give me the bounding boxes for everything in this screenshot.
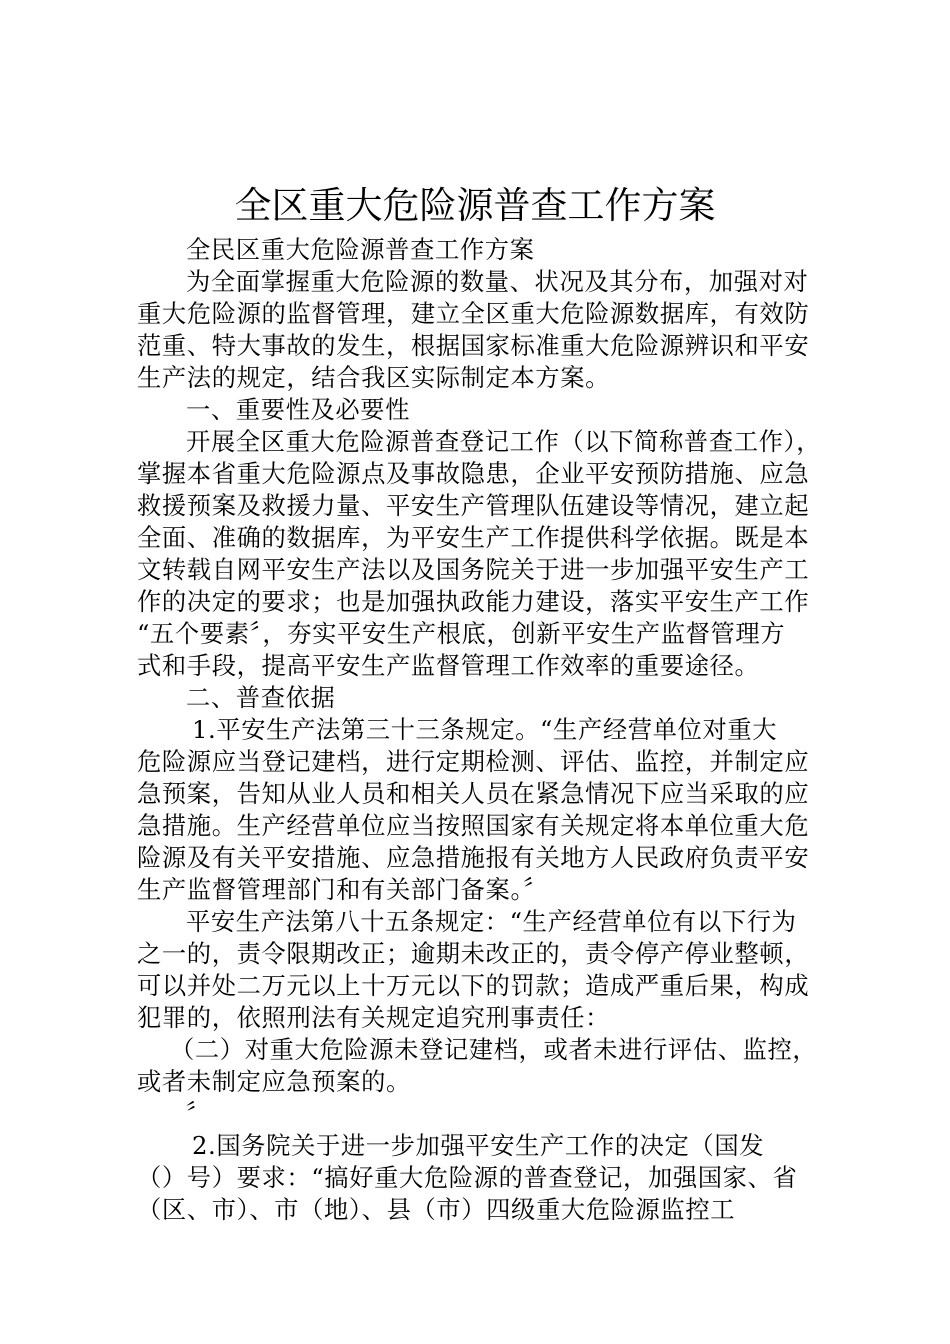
section-heading: 一、重要性及必要性: [186, 395, 411, 424]
text-line: “五个要素〞，夯实平安生产根底，创新平安生产监督管理方: [137, 619, 786, 648]
text-line: 平安生产法第八十五条规定：“生产经营单位有以下行为: [186, 907, 797, 936]
section-heading: 二、普查依据: [186, 683, 336, 712]
text-line: （区、市）、市（地）、县（市）四级重大危险源监控工: [137, 1195, 736, 1224]
text-line: （二）对重大危险源未登记建档，或者未进行评估、监控，: [170, 1035, 818, 1064]
text-line: 生产法的规定，结合我区实际制定本方案。: [137, 363, 611, 392]
text-line: 式和手段，提高平安生产监督管理工作效率的重要途径。: [137, 651, 760, 680]
text-line: 1.平安生产法第三十三条规定。“生产经营单位对重大: [192, 715, 778, 744]
text-line: 作的决定的要求；也是加强执政能力建设，落实平安生产工作: [137, 587, 810, 616]
text-line: 危险源应当登记建档，进行定期检测、评估、监控，并制定应: [137, 747, 810, 776]
text-line: （）号）要求：“搞好重大危险源的普查登记，加强国家、省: [137, 1163, 798, 1192]
text-line: 或者未制定应急预案的。: [137, 1067, 411, 1096]
text-line: 文转载自网平安生产法以及国务院关于进一步加强平安生产工: [137, 555, 810, 584]
text-line: 〞: [186, 1099, 211, 1128]
document-title: 全区重大危险源普查工作方案: [234, 184, 716, 227]
text-line: 为全面掌握重大危险源的数量、状况及其分布，加强对对: [186, 267, 809, 296]
text-line: 全面、准确的数据库，为平安生产工作提供科学依据。既是本: [137, 523, 810, 552]
text-line: 急措施。生产经营单位应当按照国家有关规定将本单位重大危: [137, 811, 810, 840]
text-line: 之一的，责令限期改正；逾期未改正的，责令停产停业整顿，: [137, 939, 810, 968]
text-line: 急预案，告知从业人员和相关人员在紧急情况下应当采取的应: [137, 779, 810, 808]
text-line: 可以并处二万元以上十万元以下的罚款；造成严重后果，构成: [137, 971, 810, 1000]
text-line: 掌握本省重大危险源点及事故隐患，企业平安预防措施、应急: [137, 459, 810, 488]
text-line: 范重、特大事故的发生，根据国家标准重大危险源辨识和平安: [137, 331, 810, 360]
subtitle-line: 全民区重大危险源普查工作方案: [186, 235, 535, 264]
text-line: 生产监督管理部门和有关部门备案。〞: [137, 875, 549, 904]
text-line: 2.国务院关于进一步加强平安生产工作的决定（国发: [192, 1131, 765, 1160]
text-line: 救援预案及救援力量、平安生产管理队伍建设等情况，建立起: [137, 491, 810, 520]
text-line: 险源及有关平安措施、应急措施报有关地方人民政府负责平安: [137, 843, 810, 872]
text-line: 重大危险源的监督管理，建立全区重大危险源数据库，有效防: [137, 299, 810, 328]
text-line: 开展全区重大危险源普查登记工作（以下简称普查工作），: [186, 427, 822, 456]
text-line: 犯罪的，依照刑法有关规定追究刑事责任：: [137, 1003, 611, 1032]
